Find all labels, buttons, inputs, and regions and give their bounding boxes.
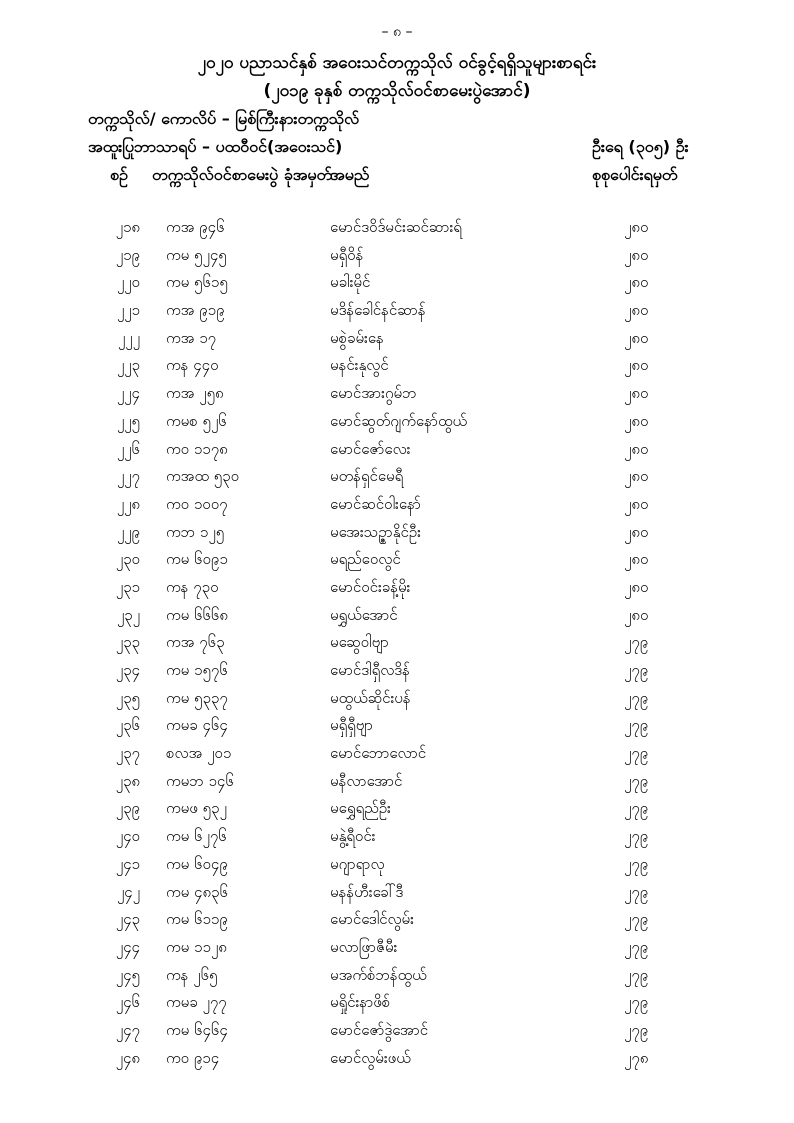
row-roll-number: ကမစ ၅၂၆	[166, 411, 227, 430]
row-score: ၂၈၀	[624, 356, 649, 375]
row-number: ၂၃၅	[115, 688, 140, 707]
row-roll-number: ကအ ၁၇	[166, 328, 217, 347]
row-name: မနန်ဟီးခေါ်ဒီ	[330, 882, 404, 901]
row-number: ၂၄၂	[116, 882, 140, 901]
table-row	[0, 853, 794, 881]
row-number: ၂၄၈	[115, 1048, 140, 1067]
row-number: ၂၂၈	[116, 494, 140, 513]
row-name: မောင်ဒါရှီလဒိန်	[330, 661, 410, 679]
university-line: တက္ကသိုလ်/ ကောလိပ် – မြစ်ကြီးနားတက္ကသိုလ်	[88, 109, 360, 128]
row-name: မောင်ဒဝိဒ်မင်းဆင်ဆားရ်	[330, 218, 462, 236]
row-name: မောင်လွမ်းဖယ်	[330, 1048, 411, 1067]
row-roll-number: ကမ ၆၆၆၈	[166, 605, 228, 624]
row-score: ၂၇၉	[624, 882, 649, 901]
row-score: ၂၈၀	[624, 550, 649, 569]
row-name: မအေးသဉ္ဇာနိုင်ဦး	[330, 522, 421, 541]
table-row	[0, 881, 794, 909]
row-roll-number: ကန ၂၆၅	[166, 965, 218, 984]
row-score: ၂၈၀	[624, 411, 649, 430]
major-line: အထူးပြုဘာသာရပ် – ပထဝီဝင်(အဝေးသင်)	[88, 137, 343, 156]
row-roll-number: ကအ ၉၄၆	[166, 218, 225, 236]
table-row	[0, 991, 794, 1019]
row-roll-number: ကန ၄၄၀	[166, 356, 219, 375]
row-score: ၂၈၀	[624, 384, 649, 403]
row-number: ၂၂၁	[116, 301, 140, 320]
row-name: မောင်ဒေါင်လွမ်း	[330, 910, 414, 929]
table-row	[0, 1019, 794, 1047]
row-roll-number: ကအ ၇၆၃	[166, 633, 225, 652]
row-number: ၂၃၁	[115, 577, 140, 596]
row-name: မဒိန်ခေါင်နင်ဆာန်	[330, 301, 426, 320]
col-header-no: စဉ်	[110, 165, 128, 184]
row-number: ၂၂၆	[116, 439, 140, 458]
row-number: ၂၁၉	[115, 245, 140, 264]
table-row	[0, 714, 794, 742]
row-number: ၂၃၃	[115, 633, 140, 652]
row-score: ၂၇၉	[624, 965, 649, 984]
row-name: မစွဲခမ်းနေ	[330, 328, 384, 347]
row-score: ၂၇၉	[624, 716, 649, 735]
table-row	[0, 659, 794, 687]
row-roll-number: ကအ ၉၁၉	[166, 301, 225, 320]
table-row	[0, 299, 794, 327]
row-roll-number: ကမ ၆၀၄၉	[166, 854, 228, 873]
row-score: ၂၇၉	[624, 633, 649, 652]
row-number: ၂၄၀	[115, 827, 140, 846]
row-number: ၂၃၉	[115, 799, 140, 818]
table-row	[0, 576, 794, 604]
row-roll-number: ကမ ၆၂၇၆	[166, 827, 227, 846]
row-name: မောင်ဇော်လေး	[330, 439, 411, 458]
row-roll-number: ကမ ၆၁၁၉	[166, 910, 228, 929]
row-score: ၂၇၉	[624, 993, 649, 1012]
row-name: မထွယ်ဆိုင်းပန်	[330, 688, 411, 707]
row-roll-number: ကမ ၆၄၆၄	[166, 1020, 228, 1039]
row-number: ၂၃၈	[115, 771, 140, 790]
row-number: ၂၄၆	[115, 993, 140, 1012]
row-score: ၂၈၀	[624, 605, 649, 624]
col-header-score: စုစုပေါင်းရမှတ်	[592, 165, 678, 184]
row-name: မောင်ဘောလောင်	[330, 744, 427, 763]
row-roll-number: ကမ ၅၆၁၅	[166, 273, 228, 292]
row-number: ၂၁၈	[115, 218, 140, 236]
row-score: ၂၇၉	[624, 744, 649, 763]
row-name: မရှီဝိန်	[330, 245, 364, 264]
row-number: ၂၃၂	[116, 605, 140, 624]
row-roll-number: ကမခ ၂၇၇	[166, 993, 227, 1012]
table-row	[0, 770, 794, 798]
row-score: ၂၈၀	[624, 467, 649, 486]
row-score: ၂၈၀	[624, 494, 649, 513]
row-roll-number: ကန ၇၃၀	[166, 577, 219, 596]
document-title: ၂၀၂၀ ပညာသင်နှစ် အဝေးသင်တက္ကသိုလ် ဝင်ခွင့်ရရှိသူများစာရင်း	[197, 53, 597, 73]
row-roll-number: စလအ ၂၀၁	[166, 744, 232, 763]
row-score: ၂၈၀	[624, 439, 649, 458]
row-roll-number: ကမဖ ၅၃၂	[166, 799, 227, 818]
row-number: ၂၂၉	[116, 522, 140, 541]
row-score: ၂၈၀	[624, 273, 649, 292]
col-header-name: အမည်	[330, 165, 370, 184]
table-row	[0, 382, 794, 410]
row-score: ၂၇၉	[624, 799, 649, 818]
row-name: မရွှယ်အောင်	[330, 605, 398, 624]
table-row	[0, 548, 794, 576]
row-roll-number: ကဘ ၁၂၅	[166, 522, 225, 541]
row-name: မရှီရှီဗျာ	[330, 716, 373, 735]
row-score: ၂၈၀	[624, 218, 649, 236]
row-roll-number: ကမ ၅၂၄၅	[166, 245, 227, 264]
row-roll-number: ကမ ၅၃၃၇	[166, 688, 228, 707]
row-score: ၂၇၉	[624, 937, 649, 956]
row-number: ၂၂၀	[116, 273, 140, 292]
row-name: မတန်ရှင်မေရီ	[330, 467, 404, 486]
row-name: မဂျာရာလု	[330, 854, 385, 873]
table-row	[0, 797, 794, 825]
row-name: မောင်ဆွတ်ဂျက်နော်ထွယ်	[330, 411, 468, 430]
page-number: – ၈ –	[381, 24, 413, 40]
row-number: ၂၃၇	[115, 744, 140, 763]
row-score: ၂၇၈	[624, 1048, 649, 1067]
row-roll-number: ကအ ၂၅၈	[166, 384, 224, 403]
row-score: ၂၈၀	[624, 328, 649, 347]
row-roll-number: ကမ ၆၀၉၁	[166, 550, 228, 569]
table-row	[0, 825, 794, 853]
row-number: ၂၂၄	[116, 384, 140, 403]
quota-line: ဦးရေ (၃၀၅) ဦး	[592, 137, 689, 156]
row-name: မနင်းနုလွင်	[330, 356, 389, 375]
row-number: ၂၃၄	[115, 661, 140, 679]
table-row	[0, 1047, 794, 1075]
table-row	[0, 271, 794, 299]
table-row	[0, 742, 794, 770]
row-roll-number: ကအထ ၅၃၀	[166, 467, 240, 486]
row-score: ၂၈၀	[624, 245, 649, 264]
table-row	[0, 493, 794, 521]
row-number: ၂၂၅	[116, 411, 140, 430]
row-name: မရည်ဝေလွင်	[330, 550, 401, 569]
row-score: ၂၇၉	[624, 688, 649, 707]
row-score: ၂၇၉	[624, 854, 649, 873]
row-name: မောင်ဆင်ဝါးနော်	[330, 494, 421, 513]
row-number: ၂၄၃	[115, 910, 140, 929]
table-row	[0, 936, 794, 964]
row-number: ၂၂၂	[117, 328, 140, 347]
row-roll-number: ကဝ ၁၀၀၇	[166, 494, 228, 513]
row-name: မနီလာအောင်	[330, 771, 403, 790]
row-name: မောင်ဇော်ဒွဲအောင်	[330, 1020, 429, 1039]
row-score: ၂၇၉	[624, 661, 649, 679]
row-name: မဆွေဝါဗျာ	[330, 633, 389, 652]
row-roll-number: ကမ ၄၈၃၆	[166, 882, 228, 901]
row-number: ၂၄၅	[115, 965, 140, 984]
results-table	[0, 216, 794, 1074]
row-score: ၂၇၉	[624, 910, 649, 929]
table-row	[0, 216, 794, 244]
table-row	[0, 631, 794, 659]
row-name: မောင်ဝင်းခန့်မိုး	[330, 577, 411, 596]
table-row	[0, 964, 794, 992]
row-score: ၂၇၉	[624, 1020, 649, 1039]
row-number: ၂၂၇	[116, 467, 140, 486]
col-header-roll: တက္ကသိုလ်ဝင်စာမေးပွဲ ခုံအမှတ်	[152, 165, 333, 184]
table-row	[0, 908, 794, 936]
row-number: ၂၃၆	[115, 716, 140, 735]
row-number: ၂၄၇	[115, 1020, 140, 1039]
row-score: ၂၈၀	[624, 522, 649, 541]
row-roll-number: ကမ ၁၅၇၆	[166, 661, 228, 679]
table-row	[0, 604, 794, 632]
row-roll-number: ကဝ ၁၁၇၈	[166, 439, 228, 458]
row-number: ၂၂၃	[116, 356, 140, 375]
table-row	[0, 244, 794, 272]
table-row	[0, 521, 794, 549]
row-score: ၂၇၉	[624, 771, 649, 790]
table-row	[0, 327, 794, 355]
row-name: မလာဖြာဇီမီး	[330, 937, 398, 956]
row-name: မခါးမိုင်	[330, 273, 371, 292]
table-row	[0, 438, 794, 466]
table-row	[0, 465, 794, 493]
row-score: ၂၈၀	[624, 577, 649, 596]
table-row	[0, 354, 794, 382]
table-row	[0, 410, 794, 438]
row-name: မအက်စ်ဘန်ထွယ်	[330, 965, 427, 984]
row-name: မရှိုင်းနာဖိစ်	[330, 993, 391, 1012]
row-roll-number: ကမခ ၄၆၄	[166, 716, 228, 735]
row-score: ၂၈၀	[624, 301, 649, 320]
row-roll-number: ကမ ၁၁၂၈	[166, 937, 227, 956]
row-number: ၂၄၁	[115, 854, 140, 873]
row-name: မရွှေရည်ဦး	[330, 799, 391, 818]
row-name: မောင်အားဂွမ်ဘ	[330, 384, 417, 403]
table-row	[0, 687, 794, 715]
row-name: မနွဲ့ရီဝင်း	[330, 827, 376, 846]
row-number: ၂၄၄	[115, 937, 140, 956]
row-roll-number: ကဝ ၉၁၄	[166, 1048, 220, 1067]
row-score: ၂၇၉	[624, 827, 649, 846]
row-roll-number: ကမဘ ၁၄၆	[166, 771, 234, 790]
document-subtitle: (၂၀၁၉ ခုနှစ် တက္ကသိုလ်ဝင်စာမေးပွဲအောင်)	[263, 81, 531, 101]
row-number: ၂၃၀	[115, 550, 140, 569]
